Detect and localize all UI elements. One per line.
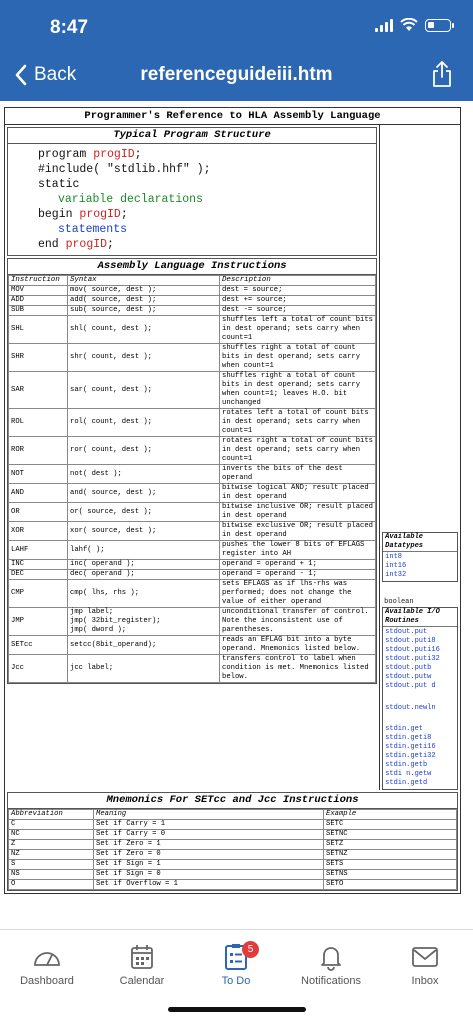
instruction-syntax: add( source, dest ); bbox=[68, 296, 220, 306]
wifi-icon bbox=[400, 18, 418, 32]
routine-item: stdout.newln bbox=[385, 704, 436, 712]
tab-dashboard[interactable] bbox=[2, 940, 92, 987]
mnemonic-row bbox=[9, 850, 457, 860]
mnemonic-meaning: Set if Overflow = 1 bbox=[94, 880, 324, 890]
column-header: Abbreviation bbox=[9, 810, 94, 820]
instruction-row bbox=[9, 522, 376, 541]
mnemonic-abbreviation: O bbox=[9, 880, 94, 890]
status-time: 8:47 bbox=[50, 17, 89, 38]
instruction-description: dest = source; bbox=[220, 286, 376, 296]
instruction-syntax: lahf( ); bbox=[68, 541, 220, 560]
code-block: program progID; #include( "stdlib.hhf" ); static variable declarations begin progID; statements end progID; bbox=[38, 148, 211, 251]
home-indicator bbox=[168, 1007, 306, 1012]
instruction-row bbox=[9, 437, 376, 465]
instruction-name: XOR bbox=[9, 522, 68, 541]
instruction-name: AND bbox=[9, 484, 68, 503]
mnemonic-row bbox=[9, 860, 457, 870]
datatype-boolean: boolean bbox=[384, 598, 414, 606]
instruction-row bbox=[9, 296, 376, 306]
routines-heading: Available I/O Routines bbox=[383, 608, 457, 627]
instruction-syntax: sar( count, dest ); bbox=[68, 372, 220, 409]
instruction-description: rotates left a total of count bits in dest operand; sets carry when count=1 bbox=[220, 409, 376, 437]
routine-item: stdout.put bbox=[385, 628, 428, 636]
instructions-heading: Assembly Language Instructions bbox=[8, 259, 376, 275]
instruction-name: ROR bbox=[9, 437, 68, 465]
mnemonic-row bbox=[9, 830, 457, 840]
instruction-syntax: cmp( lhs, rhs ); bbox=[68, 580, 220, 608]
routine-item: stdout.putw bbox=[385, 673, 432, 681]
routine-item: stdout.putb bbox=[385, 664, 432, 672]
mnemonic-abbreviation: NZ bbox=[9, 850, 94, 860]
dashboard-icon bbox=[32, 945, 62, 969]
instruction-row bbox=[9, 636, 376, 655]
instruction-row bbox=[9, 503, 376, 522]
share-icon[interactable] bbox=[431, 60, 453, 88]
instruction-syntax: inc( operand ); bbox=[68, 560, 220, 570]
instruction-syntax: rol( count, dest ); bbox=[68, 409, 220, 437]
instruction-description: shuffles right a total of count bits in dest operand; sets carry when count=1; leaves H.O. bit unchanged bbox=[220, 372, 376, 409]
mnemonic-example: SETO bbox=[324, 880, 457, 890]
instruction-syntax: xor( source, dest ); bbox=[68, 522, 220, 541]
instruction-row bbox=[9, 560, 376, 570]
mnemonic-example: SETNS bbox=[324, 870, 457, 880]
instruction-description: bitwise logical AND; result placed in dest operand bbox=[220, 484, 376, 503]
mnemonic-row bbox=[9, 880, 457, 890]
datatypes-heading: Available Datatypes bbox=[383, 533, 457, 552]
routine-item: stdin.getd bbox=[385, 779, 428, 787]
calendar-icon bbox=[130, 944, 154, 970]
instruction-syntax: dec( operand ); bbox=[68, 570, 220, 580]
instruction-name: NOT bbox=[9, 465, 68, 484]
instruction-syntax: sub( source, dest ); bbox=[68, 306, 220, 316]
instruction-name: ADD bbox=[9, 296, 68, 306]
column-header: Meaning bbox=[94, 810, 324, 820]
instruction-syntax: and( source, dest ); bbox=[68, 484, 220, 503]
program-structure-heading: Typical Program Structure bbox=[8, 128, 376, 144]
todo-badge: 5 bbox=[242, 941, 259, 958]
mnemonic-example: SETNC bbox=[324, 830, 457, 840]
instruction-row bbox=[9, 344, 376, 372]
instruction-name: MOV bbox=[9, 286, 68, 296]
instructions-section bbox=[7, 258, 377, 684]
instruction-description: transfers control to label when condition is met. Mnemonics listed below. bbox=[220, 655, 376, 683]
tab-todo[interactable] bbox=[191, 940, 281, 987]
instruction-description: operand = operand - 1; bbox=[220, 570, 376, 580]
bell-icon bbox=[319, 943, 343, 971]
instruction-description: rotates right a total of count bits in dest operand; sets carry when count=1 bbox=[220, 437, 376, 465]
instruction-name: SAR bbox=[9, 372, 68, 409]
tab-calendar[interactable] bbox=[97, 940, 187, 987]
instruction-description: inverts the bits of the dest operand bbox=[220, 465, 376, 484]
routine-item: stdin.geti16 bbox=[385, 743, 436, 751]
routine-item: stdin.getb bbox=[385, 761, 428, 769]
instruction-name: SETcc bbox=[9, 636, 68, 655]
instruction-name: SUB bbox=[9, 306, 68, 316]
instruction-name: LAHF bbox=[9, 541, 68, 560]
instruction-description: dest -= source; bbox=[220, 306, 376, 316]
mnemonic-example: SETZ bbox=[324, 840, 457, 850]
routine-item: stdout.puti32 bbox=[385, 655, 440, 663]
column-header: Example bbox=[324, 810, 457, 820]
datatype-item: int32 bbox=[385, 571, 407, 579]
instruction-row bbox=[9, 316, 376, 344]
instruction-row bbox=[9, 286, 376, 296]
instruction-row bbox=[9, 580, 376, 608]
instruction-name: JMP bbox=[9, 608, 68, 636]
instruction-row bbox=[9, 465, 376, 484]
instruction-description: sets EFLAGS as if lhs-rhs was performed; does not change the value of either operand bbox=[220, 580, 376, 608]
mnemonic-abbreviation: S bbox=[9, 860, 94, 870]
instruction-row bbox=[9, 655, 376, 683]
instruction-syntax: or( source, dest ); bbox=[68, 503, 220, 522]
instruction-syntax: setcc(8bit_operand); bbox=[68, 636, 220, 655]
instruction-name: Jcc bbox=[9, 655, 68, 683]
document-title: Programmer's Reference to HLA Assembly Language bbox=[5, 108, 460, 125]
nav-header bbox=[0, 0, 473, 101]
mnemonic-meaning: Set if Zero = 0 bbox=[94, 850, 324, 860]
battery-icon bbox=[425, 19, 451, 32]
datatype-item: int16 bbox=[385, 562, 407, 570]
instruction-row bbox=[9, 541, 376, 560]
instruction-row bbox=[9, 570, 376, 580]
mnemonic-meaning: Set if Zero = 1 bbox=[94, 840, 324, 850]
instruction-name: CMP bbox=[9, 580, 68, 608]
mnemonic-row bbox=[9, 820, 457, 830]
instruction-name: SHL bbox=[9, 316, 68, 344]
tab-label: Dashboard bbox=[20, 975, 74, 987]
status-icons bbox=[375, 18, 451, 32]
instruction-description: pushes the lower 8 bits of EFLAGS register into AH bbox=[220, 541, 376, 560]
datatypes-box bbox=[382, 532, 458, 582]
signal-icon bbox=[375, 18, 393, 32]
mnemonic-abbreviation: Z bbox=[9, 840, 94, 850]
instruction-syntax: jcc label; bbox=[68, 655, 220, 683]
instruction-syntax: mov( source, dest ); bbox=[68, 286, 220, 296]
mnemonic-meaning: Set if Carry = 1 bbox=[94, 820, 324, 830]
column-header: Syntax bbox=[68, 276, 220, 286]
routine-item: stdin.geti8 bbox=[385, 734, 432, 742]
mnemonics-table bbox=[8, 809, 457, 890]
mnemonic-row bbox=[9, 870, 457, 880]
program-structure-section bbox=[7, 127, 377, 256]
instruction-row bbox=[9, 306, 376, 316]
mnemonic-meaning: Set if Carry = 0 bbox=[94, 830, 324, 840]
mnemonic-abbreviation: C bbox=[9, 820, 94, 830]
instruction-description: dest += source; bbox=[220, 296, 376, 306]
routine-item: stdi n.getw bbox=[385, 770, 432, 778]
document-viewer[interactable] bbox=[0, 101, 473, 929]
routine-item: stdout.puti16 bbox=[385, 646, 440, 654]
mnemonic-example: SETNZ bbox=[324, 850, 457, 860]
mnemonic-example: SETC bbox=[324, 820, 457, 830]
routine-item: stdin.geti32 bbox=[385, 752, 436, 760]
tab-label: Notifications bbox=[301, 975, 361, 987]
mnemonics-section bbox=[7, 792, 458, 891]
instruction-description: shuffles right a total of count bits in dest operand; sets carry when count=1 bbox=[220, 344, 376, 372]
mnemonics-heading: Mnemonics For SETcc and Jcc Instructions bbox=[8, 793, 457, 809]
back-label: Back bbox=[34, 64, 77, 85]
instruction-description: reads an EFLAG bit into a byte operand. Mnemonics listed below. bbox=[220, 636, 376, 655]
page-title: referenceguideiii.htm bbox=[140, 64, 333, 85]
tab-label: Inbox bbox=[411, 975, 439, 987]
instructions-table bbox=[8, 275, 376, 683]
instruction-syntax: shr( count, dest ); bbox=[68, 344, 220, 372]
routine-item: stdin.get bbox=[385, 725, 423, 733]
instruction-description: operand = operand + 1; bbox=[220, 560, 376, 570]
tab-label: To Do bbox=[221, 975, 251, 987]
mnemonic-row bbox=[9, 840, 457, 850]
instruction-row bbox=[9, 372, 376, 409]
mnemonic-meaning: Set if Sign = 0 bbox=[94, 870, 324, 880]
instruction-description: unconditional transfer of control. Note the inconsistent use of parentheses. bbox=[220, 608, 376, 636]
mnemonic-abbreviation: NS bbox=[9, 870, 94, 880]
column-header: Instruction bbox=[9, 276, 68, 286]
mnemonic-example: SETS bbox=[324, 860, 457, 870]
instruction-name: DEC bbox=[9, 570, 68, 580]
routine-item: stdout.put d bbox=[385, 682, 436, 690]
instruction-syntax: shl( count, dest ); bbox=[68, 316, 220, 344]
instruction-row bbox=[9, 608, 376, 636]
instruction-row bbox=[9, 409, 376, 437]
inbox-icon bbox=[411, 946, 439, 968]
reference-document bbox=[4, 107, 461, 894]
column-header: Description bbox=[220, 276, 376, 286]
tab-notifications[interactable] bbox=[286, 940, 376, 987]
instruction-row bbox=[9, 484, 376, 503]
instruction-name: ROL bbox=[9, 409, 68, 437]
instruction-name: SHR bbox=[9, 344, 68, 372]
datatype-item: int8 bbox=[385, 553, 402, 561]
mnemonic-abbreviation: NC bbox=[9, 830, 94, 840]
routines-box bbox=[382, 607, 458, 790]
tab-inbox[interactable] bbox=[380, 940, 470, 987]
instruction-syntax: not( dest ); bbox=[68, 465, 220, 484]
routine-item: stdout.puti8 bbox=[385, 637, 436, 645]
mnemonic-meaning: Set if Sign = 1 bbox=[94, 860, 324, 870]
instruction-description: shuffles left a total of count bits in dest operand; sets carry when count=1 bbox=[220, 316, 376, 344]
instruction-name: OR bbox=[9, 503, 68, 522]
instruction-description: bitwise inclusive OR; result placed in dest operand bbox=[220, 503, 376, 522]
tab-label: Calendar bbox=[119, 975, 165, 987]
instruction-name: INC bbox=[9, 560, 68, 570]
instruction-syntax: ror( count, dest ); bbox=[68, 437, 220, 465]
instruction-syntax: jmp label; jmp( 32bit_register); jmp( dword ); bbox=[68, 608, 220, 636]
instruction-description: bitwise exclusive OR; result placed in dest operand bbox=[220, 522, 376, 541]
